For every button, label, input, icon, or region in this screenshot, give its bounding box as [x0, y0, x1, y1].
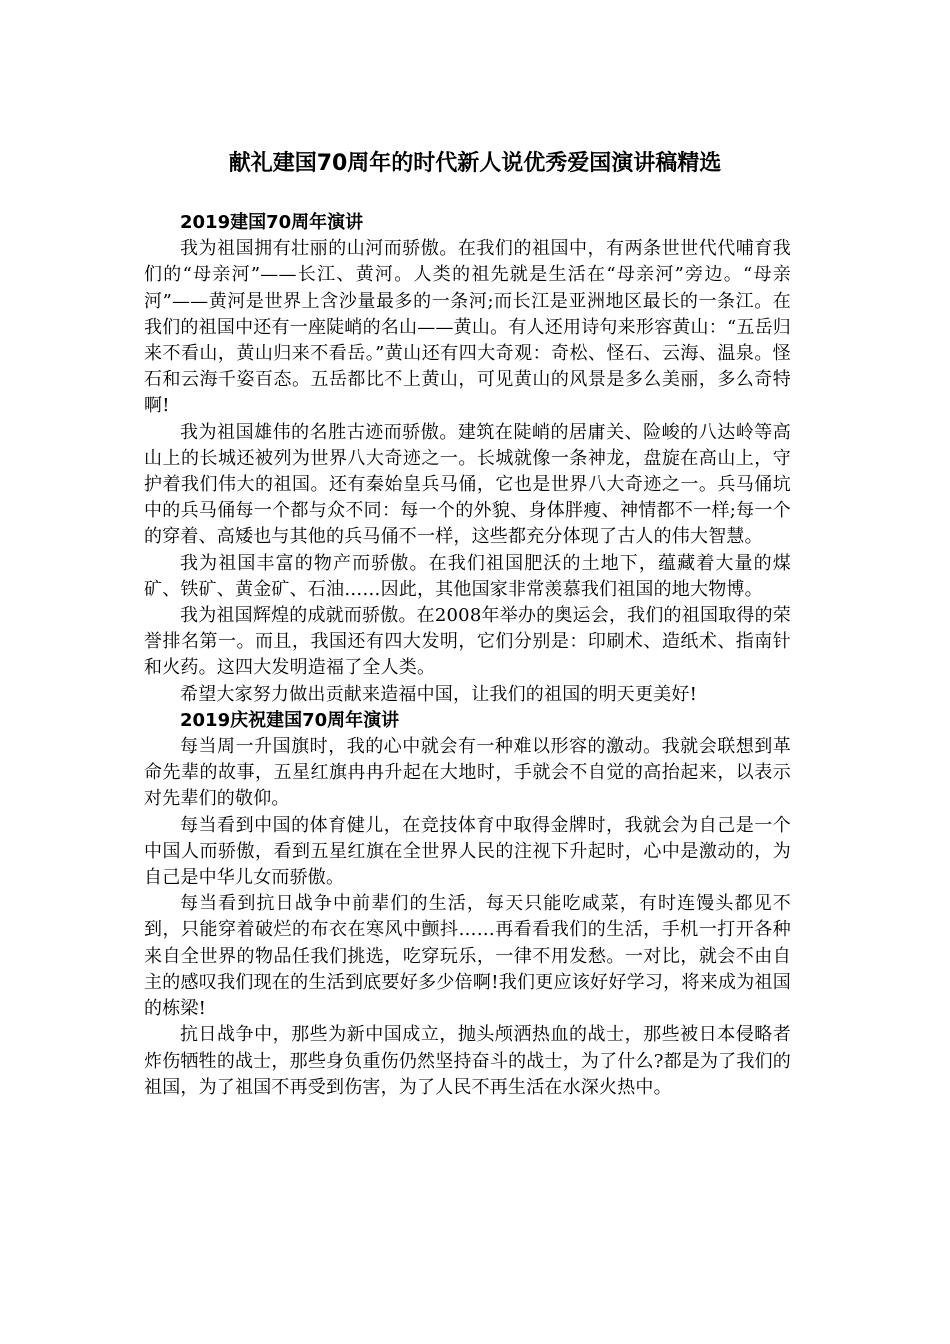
- paragraph: 我为祖国拥有壮丽的山河而骄傲。在我们的祖国中，有两条世世代代哺育我们的“母亲河”——长江、黄河。人类的祖先就是生活在“母亲河”旁边。“母亲河”——黄河是世界上含沙量最多的一条河;而长江是亚洲地区最长的一条江。在我们的祖国中还有一座陡峭的名山——黄山。有人还用诗句来形容黄山：“五岳归来不看山，黄山归来不看岳。”黄山还有四大奇观：奇松、怪石、云海、温泉。怪石和云海千姿百态。五岳都比不上黄山，可见黄山的风景是多么美丽，多么奇特啊!: [144, 238, 791, 417]
- paragraph: 我为祖国辉煌的成就而骄傲。在2008年举办的奥运会，我们的祖国取得的荣誉排名第一。而且，我国还有四大发明，它们分别是：印刷术、造纸术、指南针和火药。这四大发明造福了全人类。: [144, 605, 791, 679]
- speech-section-2: [144, 708, 791, 1101]
- paragraph: 我为祖国丰富的物产而骄傲。在我们祖国肥沃的土地下，蕴藏着大量的煤矿、铁矿、黄金矿、石油……因此，其他国家非常羡慕我们祖国的地大物博。: [144, 552, 791, 600]
- paragraph: 每当看到抗日战争中前辈们的生活，每天只能吃咸菜，有时连馒头都见不到，只能穿着破烂的布衣在寒风中颤抖……再看看我们的生活，手机一打开各种来自全世界的物品任我们挑选，吃穿玩乐，一律不用发愁。一对比，就会不由自主的感叹我们现在的生活到底要好多少倍啊!我们更应该好好学习，将来成为祖国的栋梁!: [144, 893, 791, 1020]
- section-heading: 2019建国70周年演讲: [180, 212, 364, 233]
- section-heading: 2019庆祝建国70周年演讲: [180, 709, 400, 731]
- paragraph: 每当周一升国旗时，我的心中就会有一种难以形容的激动。我就会联想到革命先辈的故事，五星红旗冉冉升起在大地时，手就会不自觉的高抬起来，以表示对先辈们的敬仰。: [144, 736, 791, 810]
- paragraph: 抗日战争中，那些为新中国成立，抛头颅洒热血的战士，那些被日本侵略者炸伤牺牲的战士，那些身负重伤仍然坚持奋斗的战士，为了什么?都是为了我们的祖国，为了祖国不再受到伤害，为了人民不再生活在水深火热中。: [144, 1024, 791, 1098]
- paragraph: 希望大家努力做出贡献来造福中国，让我们的祖国的明天更美好!: [180, 683, 698, 705]
- page-title: 献礼建国70周年的时代新人说优秀爱国演讲稿精选: [228, 151, 722, 176]
- document-body: [144, 210, 791, 1101]
- speech-section-1: [144, 210, 791, 708]
- paragraph: 我为祖国雄伟的名胜古迹而骄傲。建筑在陡峭的居庸关、险峻的八达岭等高山上的长城还被列为世界八大奇迹之一。长城就像一条神龙，盘旋在高山上，守护着我们伟大的祖国。还有秦始皇兵马俑，它也是世界八大奇迹之一。兵马俑坑中的兵马俑每一个都与众不同：每一个的外貌、身体胖瘦、神情都不一样;每一个的穿着、高矮也与其他的兵马俑不一样，这些都充分体现了古人的伟大智慧。: [144, 421, 791, 548]
- paragraph: 每当看到中国的体育健儿，在竞技体育中取得金牌时，我就会为自己是一个中国人而骄傲，看到五星红旗在全世界人民的注视下升起时，心中是激动的，为自己是中华儿女而骄傲。: [144, 814, 791, 889]
